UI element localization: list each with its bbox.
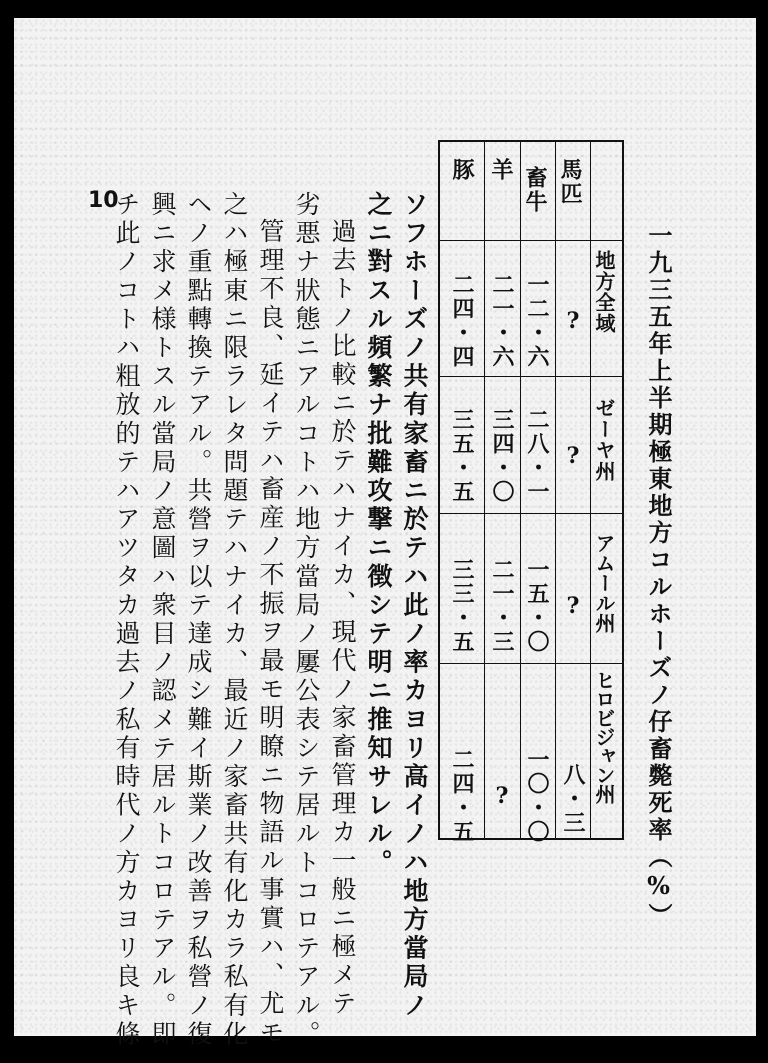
table-title: 一九三五年上半期極東地方コルホーズノ仔畜斃死率（%） [644,223,673,930]
body-line-5: 管理不良、延イテハ畜産ノ不振ヲ最モ明瞭ニ物語ル事實ハ、尤モ [256,218,285,1048]
cell-biro-sheep: ? [489,783,515,811]
cell-total-horse: ? [560,308,586,336]
cell-biro-horse: 八・三 [560,763,586,835]
col-header-zeya: ゼーヤ州 [592,398,616,482]
row-header-sheep: 羊 [488,158,514,182]
col-header-region-total: 地方全域 [592,250,616,334]
body-line-3: 過去トノ比較ニ於テハナイカ、現代ノ家畜管理カ一般ニ極メテ [328,218,357,1019]
body-line-7: ヘノ重點轉換テアル。共營ヲ以テ達成シ難イ斯業ノ改善ヲ私營ノ復 [184,191,213,1049]
cell-amur-pig: 三三・五 [449,558,475,654]
cell-biro-pig: 二四・五 [449,748,475,844]
document-page [14,18,756,1049]
cell-amur-cattle: 一五・〇 [524,558,550,654]
body-line-1: ソフホーズノ共有家畜ニ於テハ此ノ率カヨリ高イノハ地方當局ノ [400,191,429,1021]
cell-zeya-pig: 三五・五 [449,408,475,504]
body-line-6: 之ハ極東ニ限ラレタ問題テハナイカ、最近ノ家畜共有化カラ私有化 [220,191,249,1049]
col-header-amur: アムール州 [592,533,616,633]
page-number: 10 [88,188,119,213]
cell-total-sheep: 二一・六 [489,273,515,369]
row-header-horse: 馬匹 [557,158,583,206]
cell-amur-sheep: 二一・三 [489,558,515,654]
cell-amur-horse: ? [560,593,586,621]
cell-biro-cattle: 一〇・〇 [524,748,550,844]
row-header-cattle: 畜牛 [522,166,548,214]
row-header-pig: 豚 [449,158,475,182]
cell-total-cattle: 一二・六 [524,273,550,369]
cell-zeya-cattle: 二八・一 [524,408,550,504]
body-line-4: 劣悪ナ狀態ニアルコトハ地方當局ノ屢公表シテ居ルトコロテアル。 [292,191,321,1049]
cell-total-pig: 二四・四 [449,273,475,369]
body-line-2: 之ニ對スル頻繁ナ批難攻撃ニ徴シテ明ニ推知サレル。 [364,191,393,878]
cell-zeya-horse: ? [560,443,586,471]
col-header-birobidzhan: ヒロビジャン州 [592,670,616,803]
body-line-9: チ此ノコトハ粗放的テハアツタカ過去ノ私有時代ノ方カヨリ良キ條 [112,191,141,1049]
cell-zeya-sheep: 三四・〇 [489,408,515,504]
body-line-8: 興ニ求メ様トスル當局ノ意圖ハ衆目ノ認メテ居ルトコロテアル。即 [148,191,177,1049]
